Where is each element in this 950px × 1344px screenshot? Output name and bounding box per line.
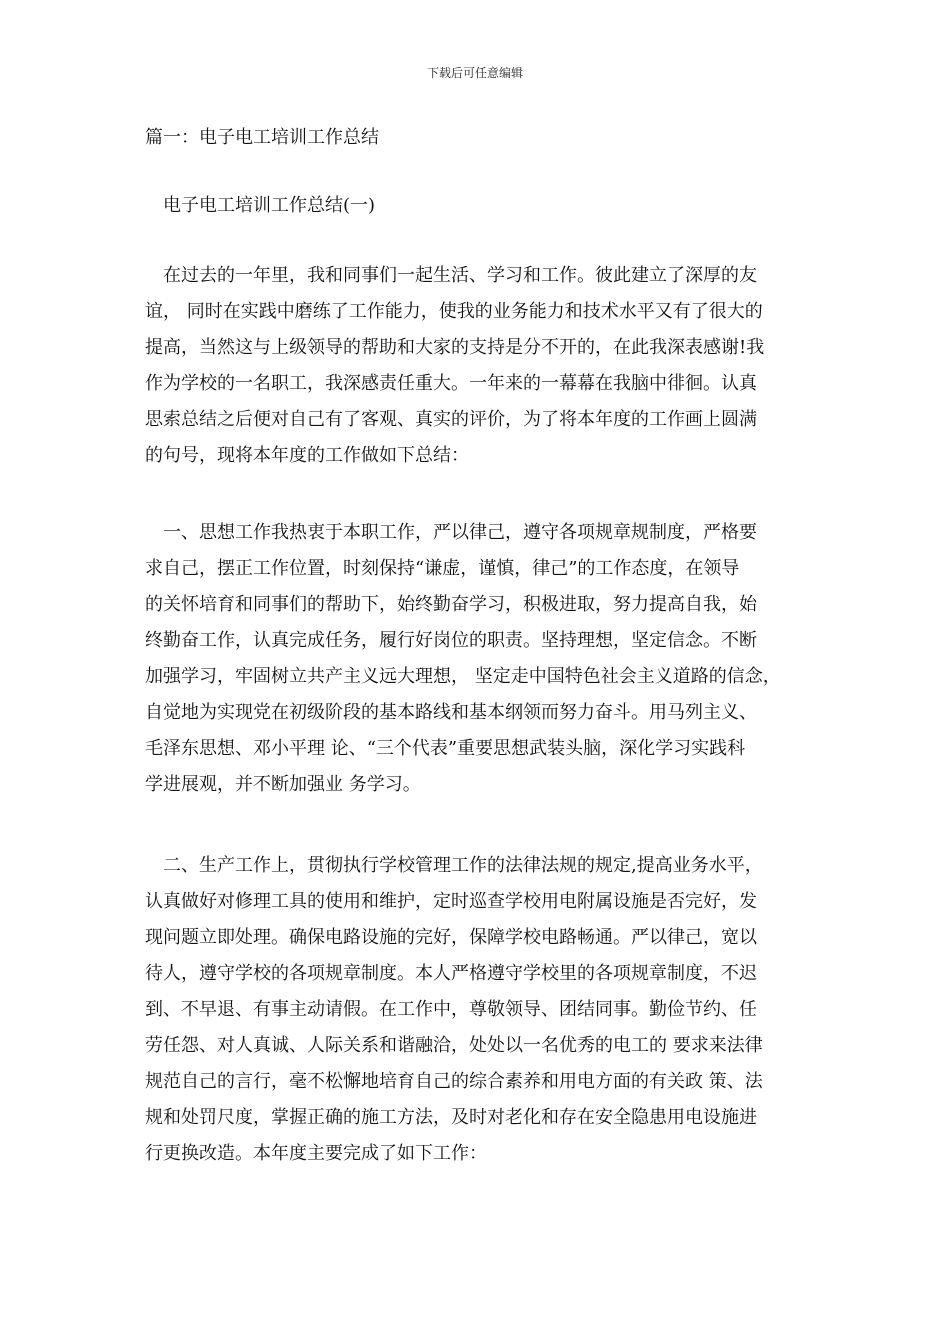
page-header: 下载后可任意编辑 bbox=[426, 66, 523, 80]
paragraph-line: 作为学校的一名职工，我深感责任重大。一年来的一幕幕在我脑中徘徊。认真 bbox=[145, 373, 757, 394]
paragraph-1 bbox=[145, 258, 825, 474]
paragraph-line: 待人，遵守学校的各项规章制度。本人严格遵守学校里的各项规章制度，不迟 bbox=[145, 963, 757, 984]
paragraph-line: 求自己，摆正工作位置，时刻保持“谦虚，谨慎，律己”的工作态度，在领导 bbox=[145, 558, 740, 579]
paragraph-line: 认真做好对修理工具的使用和维护，定时巡查学校用电附属设施是否完好，发 bbox=[145, 891, 757, 912]
paragraph-line: 劳任怨、对人真诚、人际关系和谐融洽，处处以一名优秀的电工的 要求来法律 bbox=[145, 1035, 763, 1056]
paragraph-line: 到、不早退、有事主动请假。在工作中，尊敬领导、团结同事。勤俭节约、任 bbox=[145, 999, 757, 1020]
paragraph-line: 提高，当然这与上级领导的帮助和大家的支持是分不开的，在此我深表感谢!我 bbox=[145, 337, 765, 358]
paragraph-line: 现问题立即处理。确保电路设施的完好，保障学校电路畅通。严以律己，宽以 bbox=[145, 927, 757, 948]
section-title-text: 篇一：电子电工培训工作总结 bbox=[145, 127, 379, 148]
paragraph-line: 一、思想工作我热衷于本职工作，严以律己，遵守各项规章规制度，严格要 bbox=[163, 522, 757, 543]
paragraph-line: 思索总结之后便对自己有了客观、真实的评价，为了将本年度的工作画上圆满 bbox=[145, 409, 757, 430]
paragraph-line: 毛泽东思想、邓小平理 论、“三个代表”重要思想武装头脑，深化学习实践科 bbox=[145, 738, 746, 759]
paragraph-line: 规和处罚尺度，掌握正确的施工方法，及时对老化和存在安全隐患用电设施进 bbox=[145, 1107, 757, 1128]
paragraph-line: 谊， 同时在实践中磨练了工作能力，使我的业务能力和技术水平又有了很大的 bbox=[145, 301, 763, 322]
section-subtitle bbox=[145, 188, 825, 224]
paragraph-line: 在过去的一年里，我和同事们一起生活、学习和工作。彼此建立了深厚的友 bbox=[163, 265, 757, 286]
paragraph-3 bbox=[145, 848, 825, 1172]
paragraph-line: 的句号，现将本年度的工作做如下总结： bbox=[145, 445, 469, 466]
paragraph-line: 加强学习，牢固树立共产主义远大理想， 坚定走中国特色社会主义道路的信念， bbox=[145, 666, 781, 687]
paragraph-line: 的关怀培育和同事们的帮助下，始终勤奋学习，积极进取，努力提高自我，始 bbox=[145, 594, 757, 615]
paragraph-line: 自觉地为实现党在初级阶段的基本路线和基本纲领而努力奋斗。用马列主义、 bbox=[145, 702, 757, 723]
section-title bbox=[145, 120, 825, 156]
paragraph-2 bbox=[145, 515, 825, 803]
section-subtitle-text: 电子电工培训工作总结(一) bbox=[163, 195, 376, 216]
paragraph-line: 学进展观，并不断加强业 务学习。 bbox=[145, 774, 421, 795]
paragraph-line: 终勤奋工作，认真完成任务，履行好岗位的职责。坚持理想，坚定信念。不断 bbox=[145, 630, 757, 651]
paragraph-line: 规范自己的言行，毫不松懈地培育自己的综合素养和用电方面的有关政 策、法 bbox=[145, 1071, 763, 1092]
paragraph-line: 二、生产工作上，贯彻执行学校管理工作的法律法规的规定,提高业务水平， bbox=[163, 855, 763, 876]
paragraph-line: 行更换改造。本年度主要完成了如下工作： bbox=[145, 1143, 487, 1164]
